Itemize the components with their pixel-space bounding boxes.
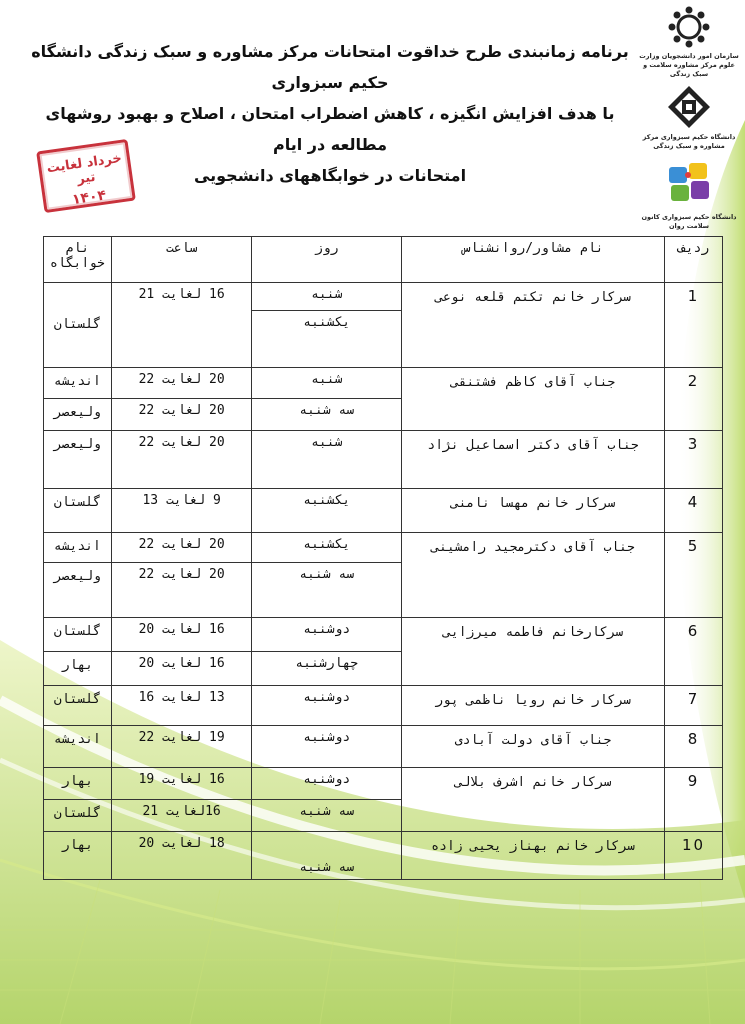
row-number: 5 [665, 533, 723, 618]
header-dorm: نام خوابگاه [44, 237, 112, 283]
table-row [44, 533, 723, 563]
counselor-name: سرکار خانم بهناز یحیی زاده [402, 832, 665, 880]
time-cell: 13 لغایت 16 [111, 686, 252, 726]
table-row [44, 832, 723, 880]
dorm-cell: گلستان [44, 489, 112, 533]
row-number: 8 [665, 726, 723, 768]
time-cell: 9 لغایت 13 [111, 489, 252, 533]
dorm-cell: ولیعصر [44, 563, 112, 618]
day-cell: شنبه [252, 368, 402, 399]
dorm-cell: اندیشه [44, 726, 112, 768]
title-line-1: برنامه زمانبندی طرح خداقوت امتحانات مرکز مشاوره و سبک زندگی دانشگاه حکیم سبزواری [31, 42, 629, 92]
day-cell: دوشنبه [252, 686, 402, 726]
dorm-cell: گلستان [44, 686, 112, 726]
dorm-cell: بهار [44, 652, 112, 686]
day-cell: یکشنبه [252, 533, 402, 563]
row-number: 9 [665, 768, 723, 832]
day-cell: دوشنبه [252, 768, 402, 800]
row-number: 7 [665, 686, 723, 726]
time-cell: 16 لغایت 21 [111, 283, 252, 368]
day-cell: سه شنبه [252, 563, 402, 618]
counselor-name: سرکار خانم تکتم قلعه نوعی [402, 283, 665, 368]
dorm-cell: بهار [44, 832, 112, 880]
header-row-number: ردیف [665, 237, 723, 283]
club-logo [639, 157, 739, 231]
day-cell: یکشنبه [252, 311, 402, 368]
counselor-name: سرکار خانم مهسا نامنی [402, 489, 665, 533]
table-row [44, 686, 723, 726]
time-cell: 19 لغایت 22 [111, 726, 252, 768]
row-number: 3 [665, 431, 723, 489]
logos-column [639, 6, 739, 237]
counselor-name: جناب آقای کاظم فشتنقی [402, 368, 665, 431]
header-counselor: نام مشاور/روانشناس [402, 237, 665, 283]
time-cell: 20 لغایت 22 [111, 399, 252, 431]
gear-ring-icon [668, 6, 710, 48]
table-row [44, 489, 723, 533]
university-emblem-icon [667, 85, 711, 129]
time-cell: 16 لغایت 19 [111, 768, 252, 800]
dorm-cell: گلستان [44, 618, 112, 652]
dorm-cell: بهار [44, 768, 112, 800]
ministry-logo-text: سازمان امور دانشجویان وزارت علوم مرکز مشاوره سلامت و سبک زندگی [639, 52, 739, 78]
counselor-name: جناب آقای دکترمجید رامشینی [402, 533, 665, 618]
header-day: روز [252, 237, 402, 283]
time-cell: 16 لغایت 20 [111, 652, 252, 686]
day-cell: سه شنبه [252, 832, 402, 880]
title-line-3: امتحانات در خوابگاههای دانشجویی [193, 166, 467, 185]
day-cell: دوشنبه [252, 726, 402, 768]
dorm-cell: گلستان [44, 800, 112, 832]
table-header-row [44, 237, 723, 283]
day-cell: سه شنبه [252, 800, 402, 832]
table-row [44, 431, 723, 489]
day-cell: شنبه [252, 283, 402, 311]
university-logo [639, 85, 739, 151]
counselor-name: جناب آقای دکتر اسماعیل نژاد [402, 431, 665, 489]
row-number: 6 [665, 618, 723, 686]
time-cell: 16 لغایت 20 [111, 618, 252, 652]
day-cell: سه شنبه [252, 399, 402, 431]
schedule-table [43, 236, 723, 880]
row-number: 4 [665, 489, 723, 533]
counselor-name: سرکار خانم رویا ناظمی پور [402, 686, 665, 726]
puzzle-icon [663, 157, 715, 209]
row-number: 10 [665, 832, 723, 880]
counselor-name: سرکار خانم اشرف بلالی [402, 768, 665, 832]
table-row [44, 768, 723, 800]
date-stamp [36, 139, 136, 213]
counselor-name: سرکارخانم فاطمه میرزایی [402, 618, 665, 686]
time-cell: 18 لغایت 20 [111, 832, 252, 880]
dorm-cell: اندیشه [44, 533, 112, 563]
ministry-logo [639, 6, 739, 79]
time-cell: 20 لغایت 22 [111, 431, 252, 489]
club-logo-text: دانشگاه حکیم سبزواری کانون سلامت روان [641, 213, 737, 230]
day-cell: دوشنبه [252, 618, 402, 652]
day-cell: چهارشنبه [252, 652, 402, 686]
day-cell: شنبه [252, 431, 402, 489]
stamp-line-2: ۱۴۰۴ [71, 187, 108, 209]
time-cell: 16لغایت 21 [111, 800, 252, 832]
time-cell: 20 لغایت 22 [111, 368, 252, 399]
dorm-cell: گلستان [44, 283, 112, 368]
time-cell: 20 لغایت 22 [111, 563, 252, 618]
day-cell: یکشنبه [252, 489, 402, 533]
title-line-2: با هدف افزایش انگیزه ، کاهش اضطراب امتحان ، اصلاح و بهبود روشهای مطالعه در ایام [45, 104, 615, 154]
table-row [44, 726, 723, 768]
table-row [44, 283, 723, 311]
row-number: 1 [665, 283, 723, 368]
table-row [44, 618, 723, 652]
university-logo-text: دانشگاه حکیم سبزواری مرکز مشاوره و سبک زندگی [642, 133, 736, 150]
dorm-cell: ولیعصر [44, 431, 112, 489]
dorm-cell: ولیعصر [44, 399, 112, 431]
stamp-line-1: خرداد لغایت تیر [45, 150, 123, 188]
header-time: ساعت [111, 237, 252, 283]
row-number: 2 [665, 368, 723, 431]
counselor-name: جناب آقای دولت آبادی [402, 726, 665, 768]
dorm-cell: اندیشه [44, 368, 112, 399]
time-cell: 20 لغایت 22 [111, 533, 252, 563]
table-row [44, 368, 723, 399]
